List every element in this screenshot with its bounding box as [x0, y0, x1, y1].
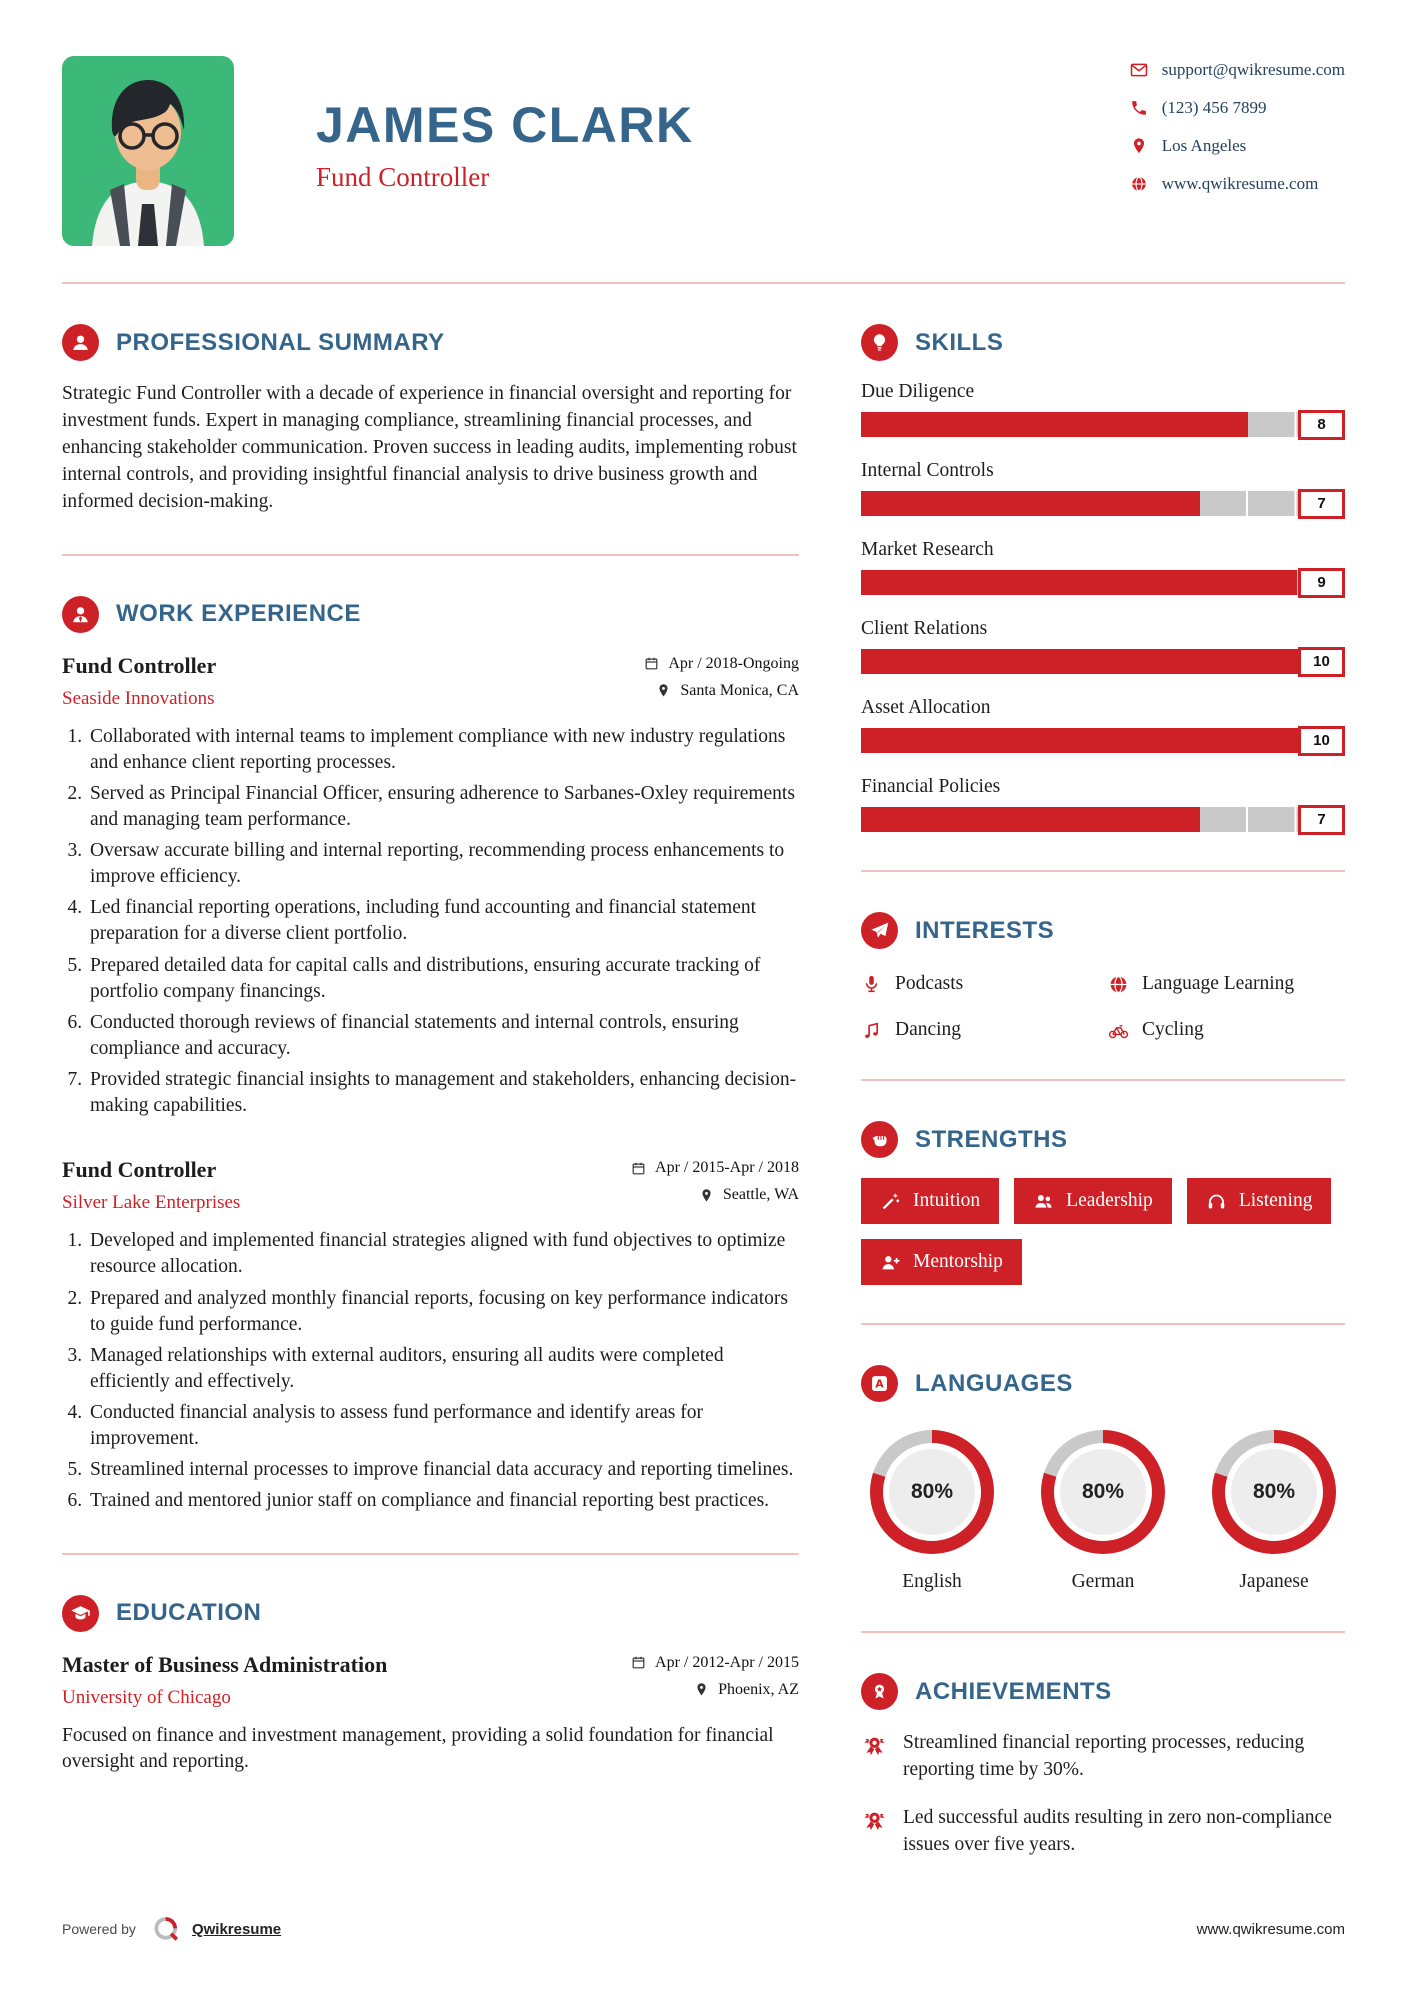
- skill-name: Internal Controls: [861, 460, 994, 481]
- skill-fill: [861, 807, 1200, 832]
- globe-icon: [1108, 974, 1129, 995]
- contact-list: [1130, 56, 1345, 212]
- skill-score: 10: [1298, 647, 1345, 677]
- job-bullet: 3. Managed relationships with external auditors, ensuring all audits were completed efficiently and effectively.: [87, 1343, 799, 1395]
- section-languages: [861, 1325, 1345, 1633]
- location-icon: [1130, 137, 1148, 155]
- language-donut: [870, 1430, 994, 1554]
- skill-item: [861, 776, 1345, 832]
- job-title: Fund Controller: [62, 652, 217, 678]
- job-bullet: 2. Prepared and analyzed monthly financial reports, focusing on key performance indicators to guide fund performance.: [87, 1286, 799, 1338]
- section-professional-summary: [62, 284, 799, 556]
- contact-location: [1130, 136, 1345, 156]
- section-education: [62, 1555, 799, 1777]
- job-location: Santa Monica, CA: [680, 681, 799, 699]
- avatar-illustration: [62, 56, 234, 246]
- strength-label: Listening: [1238, 1190, 1313, 1211]
- job-title: Fund Controller: [62, 1157, 217, 1183]
- skill-score: 10: [1298, 726, 1345, 756]
- language-percent: 80%: [889, 1449, 975, 1535]
- language-name: Japanese: [1239, 1571, 1309, 1592]
- user-plus-icon: [880, 1252, 901, 1273]
- job-location: Seattle, WA: [722, 1186, 799, 1204]
- education-location: Phoenix, AZ: [718, 1680, 799, 1698]
- language-percent: 80%: [1060, 1449, 1146, 1535]
- calendar-icon: [631, 1161, 646, 1176]
- strength-tag: [861, 1178, 999, 1224]
- skill-name: Asset Allocation: [861, 697, 991, 718]
- interest-label: Podcasts: [895, 973, 964, 994]
- degree: Master of Business Administration: [62, 1651, 388, 1677]
- achievements-heading: ACHIEVEMENTS: [915, 1677, 1112, 1705]
- lightbulb-icon: [861, 324, 898, 361]
- skill-item: [861, 460, 1345, 516]
- headphones-icon: [1206, 1191, 1227, 1212]
- job-bullet: 5. Streamlined internal processes to improve financial data accuracy and reporting timelines.: [87, 1457, 799, 1483]
- phone-icon: [1130, 99, 1148, 117]
- interest-item: [1108, 1019, 1345, 1041]
- users-icon: [1033, 1191, 1054, 1212]
- job-company: Seaside Innovations: [62, 687, 215, 709]
- microphone-icon: [861, 974, 882, 995]
- achievement-item: [861, 1805, 1345, 1858]
- interest-item: [1108, 973, 1345, 995]
- skill-item: [861, 539, 1345, 595]
- job-entry: [62, 653, 799, 1120]
- job-bullets: [62, 724, 799, 1120]
- award-ribbon-icon: [861, 1807, 888, 1834]
- skill-fill: [861, 728, 1345, 753]
- footer-website: www.qwikresume.com: [1196, 1920, 1345, 1938]
- work-heading: WORK EXPERIENCE: [116, 600, 361, 628]
- skill-item: [861, 618, 1345, 674]
- job-dates: Apr / 2018-Ongoing: [668, 654, 799, 672]
- skill-bar: [861, 649, 1345, 674]
- powered-by-label: Powered by: [62, 1921, 136, 1938]
- contact-location-text: Los Angeles: [1161, 136, 1247, 155]
- skill-name: Market Research: [861, 539, 994, 560]
- pin-icon: [699, 1188, 714, 1203]
- contact-email[interactable]: [1130, 60, 1345, 80]
- content: [0, 284, 1407, 1880]
- qwikresume-logo-icon: [152, 1914, 182, 1944]
- strength-tag: [1187, 1178, 1332, 1224]
- contact-website[interactable]: [1130, 174, 1345, 194]
- summary-heading: PROFESSIONAL SUMMARY: [116, 328, 445, 356]
- right-column: [861, 284, 1345, 1880]
- job-bullet: 2. Served as Principal Financial Officer, ensuring adherence to Sarbanes-Oxley requirements and managing team performance.: [87, 781, 799, 833]
- pin-icon: [656, 683, 671, 698]
- contact-phone-text: (123) 456 7899: [1161, 98, 1267, 117]
- interests-heading: INTERESTS: [915, 916, 1055, 944]
- strength-tag: [861, 1239, 1022, 1285]
- job-bullet: 6. Conducted thorough reviews of financial statements and internal controls, ensuring compliance and accuracy.: [87, 1010, 799, 1062]
- job-dates: Apr / 2015-Apr / 2018: [655, 1159, 799, 1177]
- interest-label: Cycling: [1142, 1019, 1204, 1040]
- pin-icon: [694, 1682, 709, 1697]
- fist-icon: [861, 1121, 898, 1158]
- job-bullet: 7. Provided strategic financial insights to management and stakeholders, enhancing decision-making capabilities.: [87, 1067, 799, 1119]
- school: University of Chicago: [62, 1686, 231, 1708]
- strength-label: Intuition: [913, 1190, 981, 1211]
- summary-text: Strategic Fund Controller with a decade of experience in financial oversight and reporting for investment funds. Expert in managing compliance, streamlining financial processes, and enhancing stakeholder communication. Proven success in leading audits, implementing robust internal controls, and providing insightful financial analysis to drive business growth and informed decision-making.: [62, 383, 797, 512]
- award-ribbon-icon: [861, 1732, 888, 1759]
- skill-bar: [861, 570, 1345, 595]
- interest-label: Language Learning: [1142, 973, 1295, 994]
- skill-bar: [861, 728, 1345, 753]
- languages-heading: LANGUAGES: [915, 1369, 1073, 1397]
- skill-score: 7: [1298, 805, 1345, 835]
- interest-item: [861, 1019, 1098, 1041]
- interest-item: [861, 973, 1098, 995]
- website-icon: [1130, 175, 1148, 193]
- skill-bar: [861, 807, 1345, 832]
- magic-wand-icon: [880, 1191, 901, 1212]
- job-bullet: 5. Prepared detailed data for capital calls and distributions, ensuring accurate tracking of portfolio company financings.: [87, 953, 799, 1005]
- paper-plane-icon: [861, 912, 898, 949]
- skill-score: 9: [1298, 568, 1345, 598]
- language-item: [867, 1430, 997, 1593]
- skill-name: Financial Policies: [861, 776, 1001, 797]
- email-icon: [1130, 61, 1148, 79]
- skill-score: 8: [1298, 410, 1345, 440]
- footer: [0, 1880, 1407, 1990]
- strength-label: Leadership: [1066, 1190, 1153, 1211]
- job-bullet: 6. Trained and mentored junior staff on compliance and financial reporting best practices.: [87, 1488, 799, 1514]
- education-description: Focused on finance and investment management, providing a solid foundation for financial oversight and reporting.: [62, 1724, 774, 1773]
- education-dates: Apr / 2012-Apr / 2015: [655, 1653, 799, 1671]
- achievement-text: Led successful audits resulting in zero non-compliance issues over five years.: [903, 1807, 1332, 1855]
- achievement-text: Streamlined financial reporting processes, reducing reporting time by 30%.: [903, 1732, 1305, 1780]
- person-tie-icon: [62, 596, 99, 633]
- strength-label: Mentorship: [913, 1251, 1003, 1272]
- job-bullet: 1. Developed and implemented financial strategies aligned with fund objectives to optimize resource allocation.: [87, 1228, 799, 1280]
- language-percent: 80%: [1231, 1449, 1317, 1535]
- skill-item: [861, 381, 1345, 437]
- skill-score: 7: [1298, 489, 1345, 519]
- section-skills: [861, 284, 1345, 872]
- language-name: English: [902, 1571, 962, 1592]
- job-bullet: 1. Collaborated with internal teams to implement compliance with new industry regulations and enhance client reporting processes.: [87, 724, 799, 776]
- svg-text:A: A: [875, 1377, 884, 1391]
- contact-phone: [1130, 98, 1345, 118]
- job-bullet: 4. Conducted financial analysis to assess fund performance and identify areas for improvement.: [87, 1400, 799, 1452]
- language-name: German: [1071, 1571, 1135, 1592]
- skill-name: Client Relations: [861, 618, 988, 639]
- strengths-heading: STRENGTHS: [915, 1125, 1068, 1153]
- interest-label: Dancing: [895, 1019, 962, 1040]
- language-donut: [1041, 1430, 1165, 1554]
- contact-website-text: www.qwikresume.com: [1161, 174, 1319, 193]
- skill-fill: [861, 649, 1345, 674]
- calendar-icon: [644, 656, 659, 671]
- strength-tag: [1014, 1178, 1172, 1224]
- skill-fill: [861, 491, 1200, 516]
- section-work-experience: [62, 556, 799, 1555]
- skill-bar: [861, 412, 1345, 437]
- section-interests: [861, 872, 1345, 1081]
- skill-item: [861, 697, 1345, 753]
- job-company: Silver Lake Enterprises: [62, 1192, 241, 1214]
- music-note-icon: [861, 1020, 882, 1041]
- header: [0, 0, 1407, 272]
- job-bullet: 4. Led financial reporting operations, including fund accounting and financial statement preparation for a diverse client portfolio.: [87, 895, 799, 947]
- language-donut: [1212, 1430, 1336, 1554]
- bicycle-icon: [1108, 1020, 1129, 1041]
- person-icon: [62, 324, 99, 361]
- calendar-icon: [631, 1655, 646, 1670]
- education-heading: EDUCATION: [116, 1599, 262, 1627]
- language-item: [1209, 1430, 1339, 1593]
- section-strengths: [861, 1081, 1345, 1325]
- person-name: JAMES CLARK: [316, 97, 694, 153]
- skill-bar: [861, 491, 1345, 516]
- skill-name: Due Diligence: [861, 381, 975, 402]
- section-achievements: [861, 1633, 1345, 1858]
- skill-fill: [861, 412, 1248, 437]
- job-bullets: [62, 1228, 799, 1514]
- contact-email-text: support@qwikresume.com: [1161, 60, 1345, 79]
- language-item: [1038, 1430, 1168, 1593]
- left-column: [62, 284, 799, 1880]
- name-block: [316, 56, 694, 193]
- profile-photo: [62, 56, 234, 246]
- skill-fill: [861, 570, 1297, 595]
- medal-icon: [861, 1673, 898, 1710]
- achievement-item: [861, 1730, 1345, 1783]
- job-bullet: 3. Oversaw accurate billing and internal reporting, recommending process enhancements to improve efficiency.: [87, 838, 799, 890]
- graduation-cap-icon: [62, 1595, 99, 1632]
- skills-heading: SKILLS: [915, 328, 1004, 356]
- translate-icon: [861, 1365, 898, 1402]
- qwikresume-link[interactable]: Qwikresume: [191, 1920, 282, 1938]
- job-entry: [62, 1157, 799, 1514]
- person-title: Fund Controller: [316, 162, 490, 192]
